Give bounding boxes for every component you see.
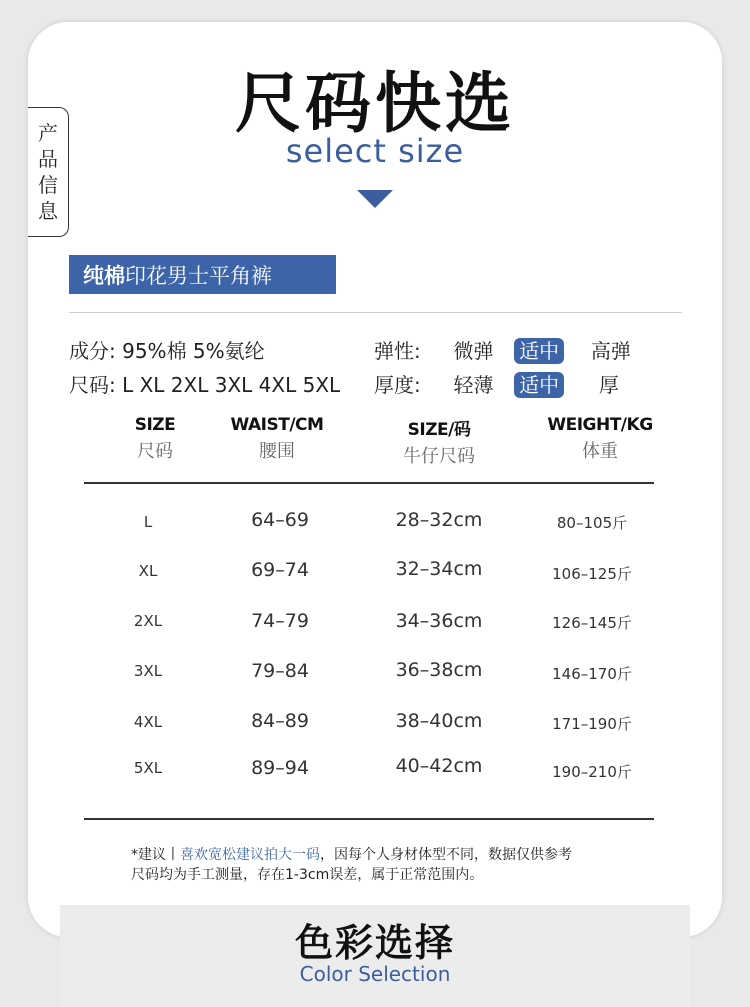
note-line-1 — [131, 845, 572, 865]
thickness-option-thick: 厚 — [598, 373, 619, 397]
thickness-option-thin: 轻薄 — [453, 373, 494, 397]
header-size-cn: 尺码 — [137, 441, 173, 462]
header-jeans-size-en: SIZE/码 — [407, 420, 471, 440]
cell-weight: 126–145斤 — [552, 614, 632, 632]
product-name-rest: 印花男士平角裤 — [125, 263, 272, 288]
product-name-bold: 纯棉 — [83, 263, 125, 288]
table-top-rule — [84, 482, 654, 484]
cell-weight: 146–170斤 — [552, 665, 632, 683]
cell-weight: 80–105斤 — [556, 514, 628, 532]
cell-waist: 79–84 — [251, 660, 309, 682]
header-weight-en: WEIGHT/KG — [547, 415, 653, 435]
header-jeans-size-cn: 牛仔尺码 — [403, 446, 475, 467]
cell-size: XL — [138, 562, 158, 580]
cell-jeans-size: 34–36cm — [395, 610, 483, 632]
divider — [69, 312, 682, 313]
cell-weight: 106–125斤 — [552, 565, 632, 583]
elasticity-option-low: 微弹 — [453, 339, 494, 363]
page-subtitle: select size — [285, 132, 465, 170]
cell-size: 2XL — [133, 612, 163, 630]
note-prefix: *建议丨 — [131, 847, 180, 863]
cell-size: L — [143, 513, 153, 531]
cell-waist: 84–89 — [251, 710, 309, 732]
header-weight-cn: 体重 — [582, 441, 618, 462]
cell-jeans-size: 32–34cm — [395, 558, 483, 580]
side-tab-char: 品 — [38, 147, 58, 171]
thickness-option-selected: 适中 — [514, 372, 564, 398]
header-weight — [525, 415, 675, 463]
composition-label: 成分: — [69, 339, 116, 363]
size-advice-note — [131, 845, 572, 885]
color-section-title: 色彩选择 — [294, 921, 455, 965]
table-bottom-rule — [84, 818, 654, 820]
cell-waist: 74–79 — [251, 610, 309, 632]
header-waist-en: WAIST/CM — [230, 415, 324, 435]
cell-jeans-size: 28–32cm — [395, 509, 483, 531]
sizes-label: 尺码: — [69, 373, 116, 397]
note-rest: ，因每个人身材体型不同，数据仅供参考 — [320, 847, 572, 863]
header-jeans-size — [364, 415, 514, 468]
sizes-line — [69, 369, 340, 398]
note-line-2: 尺码均为手工测量，存在1-3cm误差，属于正常范围内。 — [131, 867, 484, 883]
cell-size: 5XL — [133, 759, 163, 777]
note-highlight: 喜欢宽松建议拍大一码 — [180, 847, 320, 863]
elasticity-line — [374, 335, 631, 364]
arrow-down-icon — [357, 190, 393, 208]
thickness-line — [374, 369, 619, 398]
side-tab-char: 产 — [38, 121, 58, 145]
cell-jeans-size: 40–42cm — [395, 755, 483, 777]
cell-size: 4XL — [133, 713, 163, 731]
elasticity-option-high: 高弹 — [590, 339, 631, 363]
elasticity-label: 弹性: — [374, 339, 421, 363]
sizes-value: L XL 2XL 3XL 4XL 5XL — [122, 373, 341, 397]
cell-waist: 64–69 — [251, 509, 309, 531]
header-waist-cn: 腰围 — [259, 441, 295, 462]
cell-weight: 190–210斤 — [552, 763, 632, 781]
cell-weight: 171–190斤 — [552, 715, 632, 733]
cell-jeans-size: 38–40cm — [395, 710, 483, 732]
color-section-subtitle: Color Selection — [299, 962, 451, 986]
elasticity-option-selected: 适中 — [514, 338, 564, 364]
side-tab-char: 信 — [38, 173, 58, 197]
header-waist — [202, 415, 352, 463]
thickness-label: 厚度: — [374, 373, 421, 397]
composition-line — [69, 335, 265, 364]
cell-jeans-size: 36–38cm — [395, 659, 483, 681]
composition-value: 95%棉 5%氨纶 — [122, 339, 265, 363]
page-title: 尺码快选 — [235, 65, 515, 142]
side-tab-char: 息 — [38, 199, 58, 223]
header-size-en: SIZE — [134, 415, 176, 435]
product-name-bar — [69, 255, 336, 294]
cell-size: 3XL — [133, 662, 163, 680]
cell-waist: 69–74 — [251, 559, 309, 581]
cell-waist: 89–94 — [251, 757, 309, 779]
